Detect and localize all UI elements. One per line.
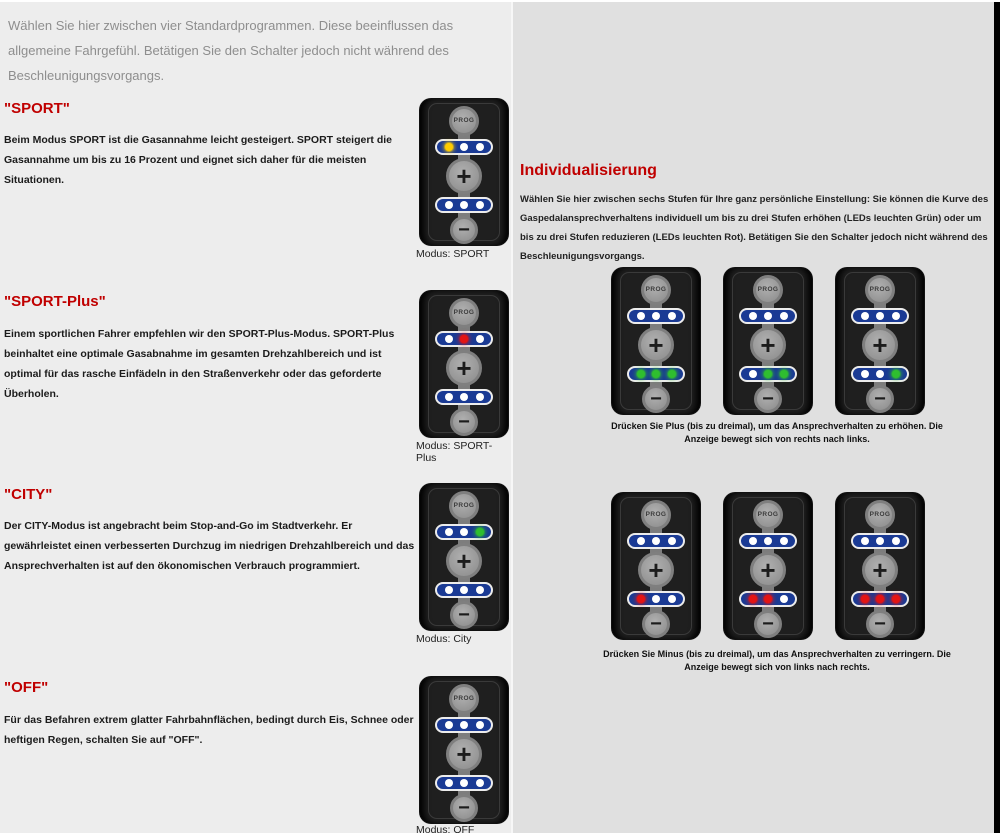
prog-button: PROG bbox=[449, 106, 479, 136]
led-white bbox=[476, 393, 484, 401]
led-bar bbox=[435, 197, 493, 213]
led-white bbox=[476, 779, 484, 787]
led-bar bbox=[435, 389, 493, 405]
minus-button: − bbox=[450, 601, 478, 629]
intro-text: Wählen Sie hier zwischen vier Standardprogrammen. Diese beeinflussen das allgemeine Fahrgefühl. Betätigen Sie den Schalter jedoch nicht während des Beschleunigungsvorgangs. bbox=[8, 18, 454, 83]
led-white bbox=[668, 595, 676, 603]
led-bar bbox=[627, 366, 685, 382]
prog-button: PROG bbox=[865, 275, 895, 305]
led-white bbox=[652, 595, 660, 603]
plus-button: + bbox=[862, 327, 898, 363]
led-white bbox=[460, 143, 468, 151]
led-white bbox=[876, 370, 884, 378]
led-white bbox=[861, 370, 869, 378]
standard-programs-panel bbox=[0, 2, 513, 833]
led-white bbox=[445, 779, 453, 787]
led-red bbox=[764, 595, 772, 603]
led-white bbox=[892, 537, 900, 545]
led-white bbox=[476, 335, 484, 343]
prog-button: PROG bbox=[449, 684, 479, 714]
mode-title-sport-plus: "SPORT-Plus" bbox=[4, 293, 106, 310]
device-caption-sport: Modus: SPORT bbox=[416, 248, 490, 260]
prog-button: PROG bbox=[753, 275, 783, 305]
device-caption-sport-plus: Modus: SPORT-Plus bbox=[416, 440, 493, 464]
led-white bbox=[476, 586, 484, 594]
led-white bbox=[780, 312, 788, 320]
led-white bbox=[460, 586, 468, 594]
led-white bbox=[749, 370, 757, 378]
plus-button: + bbox=[446, 158, 482, 194]
minus-button: − bbox=[642, 610, 670, 638]
plus-button: + bbox=[862, 552, 898, 588]
led-white bbox=[668, 537, 676, 545]
led-white bbox=[460, 779, 468, 787]
led-white bbox=[476, 201, 484, 209]
led-bar bbox=[435, 524, 493, 540]
led-white bbox=[445, 335, 453, 343]
mode-body-off: Für das Befahren extrem glatter Fahrbahnflächen, bedingt durch Eis, Schnee oder heftigen Regen, schalten Sie auf "OFF". bbox=[4, 714, 414, 746]
minus-button: − bbox=[866, 385, 894, 413]
prog-button: PROG bbox=[753, 500, 783, 530]
prog-button: PROG bbox=[641, 275, 671, 305]
led-bar bbox=[851, 591, 909, 607]
minus-button: − bbox=[866, 610, 894, 638]
device-image-plus-1 bbox=[836, 268, 924, 414]
led-white bbox=[652, 312, 660, 320]
led-bar bbox=[739, 366, 797, 382]
led-bar bbox=[627, 533, 685, 549]
mode-title-city: "CITY" bbox=[4, 486, 53, 503]
led-green bbox=[780, 370, 788, 378]
device-image-sport bbox=[420, 99, 508, 245]
device-image-minus-3 bbox=[836, 493, 924, 639]
led-red bbox=[876, 595, 884, 603]
page-edge-bar bbox=[994, 2, 1000, 833]
led-green bbox=[652, 370, 660, 378]
plus-row-caption: Drücken Sie Plus (bis zu dreimal), um das Ansprechverhalten zu erhöhen. Die Anzeige bewegt sich von rechts nach links. bbox=[611, 421, 943, 444]
led-bar bbox=[435, 582, 493, 598]
mode-title-sport: "SPORT" bbox=[4, 100, 70, 117]
led-red bbox=[861, 595, 869, 603]
led-white bbox=[445, 201, 453, 209]
led-white bbox=[749, 537, 757, 545]
minus-button: − bbox=[450, 216, 478, 244]
led-bar bbox=[739, 308, 797, 324]
device-image-off bbox=[420, 677, 508, 823]
led-white bbox=[476, 721, 484, 729]
led-green bbox=[476, 528, 484, 536]
led-green bbox=[892, 370, 900, 378]
device-caption-city: Modus: City bbox=[416, 633, 472, 645]
prog-button: PROG bbox=[641, 500, 671, 530]
led-white bbox=[476, 143, 484, 151]
led-white bbox=[892, 312, 900, 320]
led-white bbox=[764, 312, 772, 320]
device-image-plus-3 bbox=[612, 268, 700, 414]
minus-button: − bbox=[754, 385, 782, 413]
led-white bbox=[460, 393, 468, 401]
minus-row-caption: Drücken Sie Minus (bis zu dreimal), um das Ansprechverhalten zu verringern. Die Anzeige bewegt sich von links nach rechts. bbox=[603, 649, 951, 672]
device-image-plus-2 bbox=[724, 268, 812, 414]
led-bar bbox=[435, 139, 493, 155]
led-bar bbox=[739, 591, 797, 607]
led-yellow bbox=[445, 143, 453, 151]
led-white bbox=[445, 528, 453, 536]
led-bar bbox=[435, 717, 493, 733]
led-white bbox=[460, 528, 468, 536]
led-green bbox=[764, 370, 772, 378]
plus-button: + bbox=[446, 350, 482, 386]
device-caption-off: Modus: OFF bbox=[416, 824, 475, 833]
led-bar bbox=[851, 308, 909, 324]
plus-button: + bbox=[750, 327, 786, 363]
led-red bbox=[892, 595, 900, 603]
led-red bbox=[460, 335, 468, 343]
plus-button: + bbox=[638, 327, 674, 363]
device-image-sport-plus bbox=[420, 291, 508, 437]
led-white bbox=[861, 312, 869, 320]
led-white bbox=[749, 312, 757, 320]
plus-button: + bbox=[446, 543, 482, 579]
led-bar bbox=[627, 308, 685, 324]
led-white bbox=[764, 537, 772, 545]
device-image-city bbox=[420, 484, 508, 630]
led-bar bbox=[739, 533, 797, 549]
led-green bbox=[637, 370, 645, 378]
led-bar bbox=[851, 366, 909, 382]
led-white bbox=[780, 537, 788, 545]
led-bar bbox=[435, 331, 493, 347]
plus-button: + bbox=[638, 552, 674, 588]
minus-button: − bbox=[450, 408, 478, 436]
led-white bbox=[637, 312, 645, 320]
led-white bbox=[780, 595, 788, 603]
plus-button: + bbox=[750, 552, 786, 588]
led-green bbox=[668, 370, 676, 378]
prog-button: PROG bbox=[865, 500, 895, 530]
led-white bbox=[460, 201, 468, 209]
mode-body-city: Der CITY-Modus ist angebracht beim Stop-and-Go im Stadtverkehr. Er gewährleistet einen verbesserten Durchzug im niedrigen Drehzahlbereich und das Ansprechverhalten ist auf den ökonomischen Verbrauch programmiert. bbox=[4, 520, 415, 572]
led-white bbox=[861, 537, 869, 545]
led-white bbox=[876, 537, 884, 545]
led-bar bbox=[627, 591, 685, 607]
individualisierung-body: Wählen Sie hier zwischen sechs Stufen für Ihre ganz persönliche Einstellung: Sie können die Kurve des Gaspedalansprechverhaltens individuell um bis zu drei Stufen erhöhen (LEDs leuchten Grün) oder um bis zu drei Stufen reduzieren (LEDs leuchten Rot). Betätigen Sie den Schalter jedoch nicht während des Beschleunigungsvorgangs. bbox=[520, 194, 989, 262]
led-white bbox=[460, 721, 468, 729]
led-white bbox=[876, 312, 884, 320]
led-white bbox=[445, 393, 453, 401]
plus-button: + bbox=[446, 736, 482, 772]
device-image-minus-2 bbox=[724, 493, 812, 639]
led-white bbox=[445, 721, 453, 729]
mode-title-off: "OFF" bbox=[4, 679, 49, 696]
minus-button: − bbox=[642, 385, 670, 413]
individualisierung-panel bbox=[515, 2, 994, 833]
device-image-minus-1 bbox=[612, 493, 700, 639]
led-white bbox=[668, 312, 676, 320]
led-red bbox=[749, 595, 757, 603]
prog-button: PROG bbox=[449, 298, 479, 328]
led-white bbox=[637, 537, 645, 545]
mode-body-sport-plus: Einem sportlichen Fahrer empfehlen wir den SPORT-Plus-Modus. SPORT-Plus beinhaltet eine optimale Gasabnahme im gesamten Drehzahlbereich und ist optimal für das rasche Einfädeln in den Straßenverkehr oder das geforderte Überholen. bbox=[4, 328, 395, 400]
mode-body-sport: Beim Modus SPORT ist die Gasannahme leicht gesteigert. SPORT steigert die Gasannahme um bis zu 16 Prozent und eignet sich daher für die meisten Situationen. bbox=[4, 134, 393, 186]
led-bar bbox=[851, 533, 909, 549]
individualisierung-title: Individualisierung bbox=[520, 162, 657, 179]
minus-button: − bbox=[754, 610, 782, 638]
minus-button: − bbox=[450, 794, 478, 822]
led-white bbox=[445, 586, 453, 594]
prog-button: PROG bbox=[449, 491, 479, 521]
led-bar bbox=[435, 775, 493, 791]
led-white bbox=[652, 537, 660, 545]
led-red bbox=[637, 595, 645, 603]
